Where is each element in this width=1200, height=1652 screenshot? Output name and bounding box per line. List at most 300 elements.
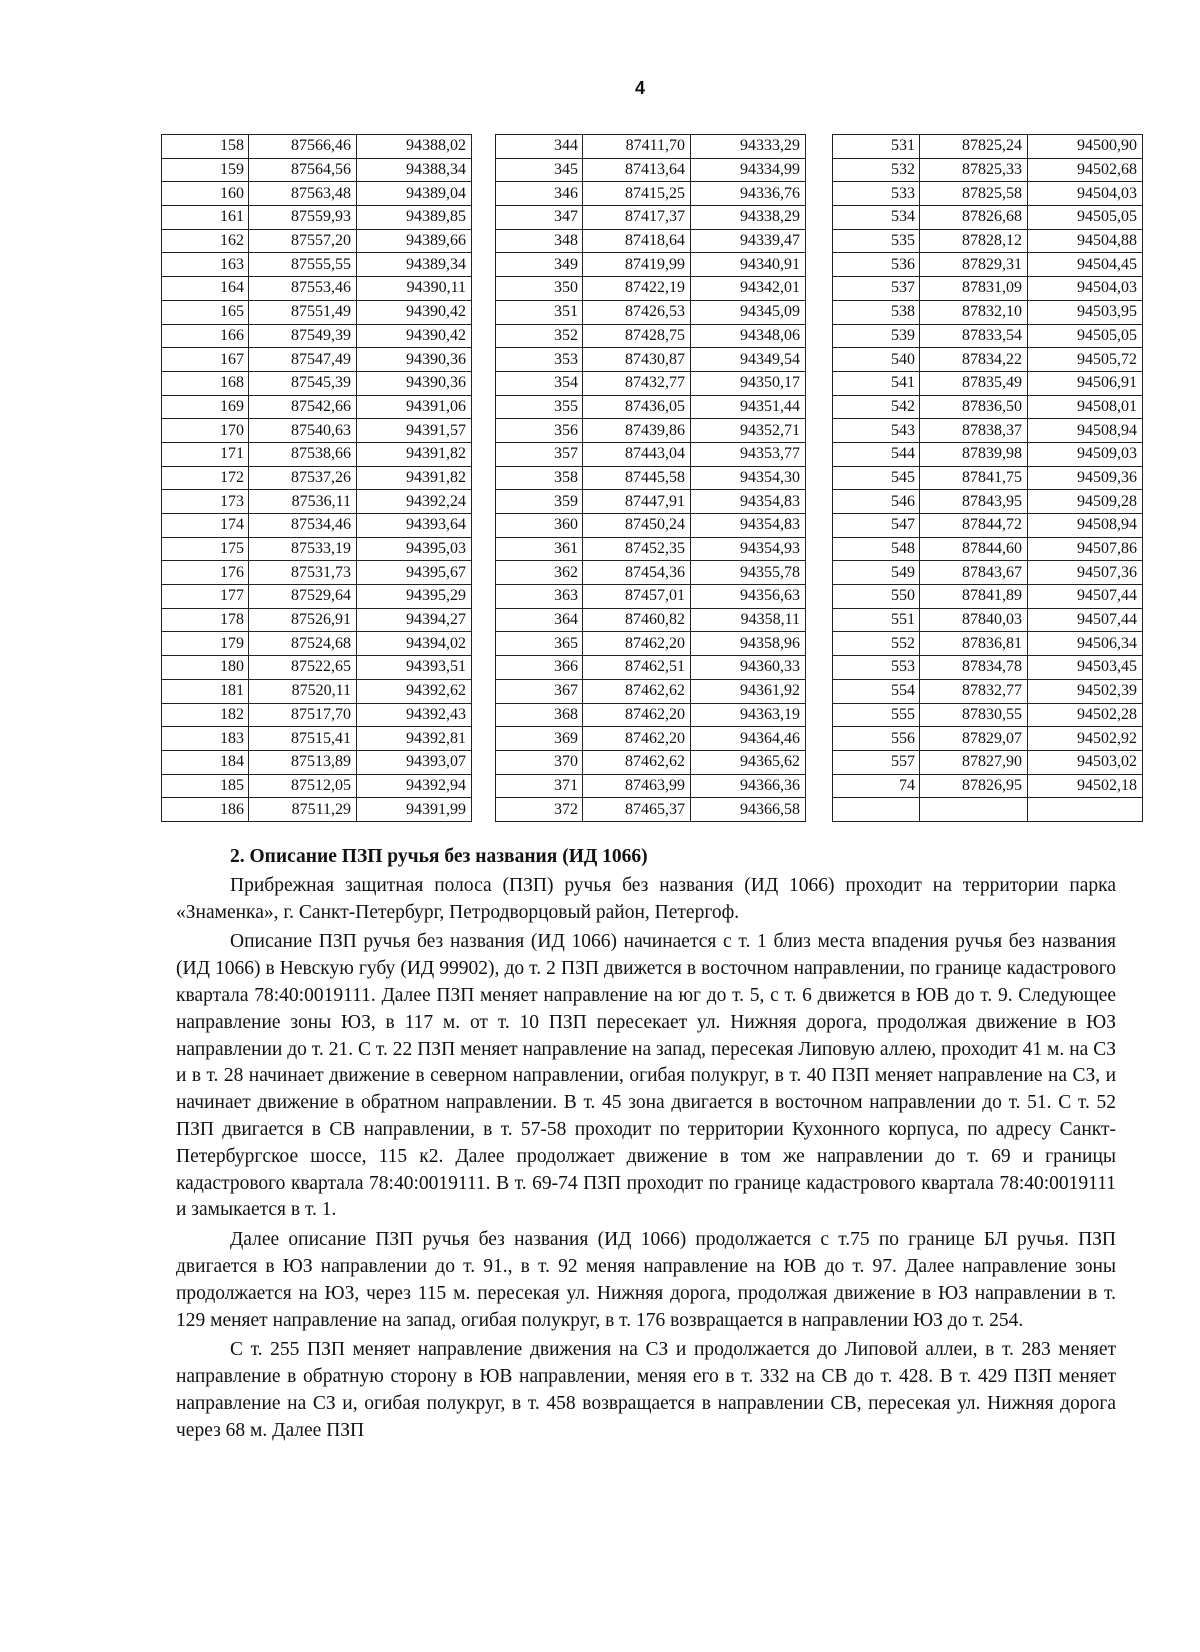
point-number-cell: 159 bbox=[162, 158, 249, 182]
table-row bbox=[162, 727, 472, 751]
x-coordinate-cell: 87825,24 bbox=[920, 135, 1028, 159]
y-coordinate-cell: 94338,29 bbox=[691, 206, 806, 230]
point-number-cell: 547 bbox=[833, 514, 920, 538]
y-coordinate-cell: 94363,19 bbox=[691, 703, 806, 727]
point-number-cell: 347 bbox=[496, 206, 583, 230]
point-number-cell: 186 bbox=[162, 798, 249, 822]
x-coordinate-cell: 87559,93 bbox=[249, 206, 357, 230]
point-number-cell: 535 bbox=[833, 229, 920, 253]
point-number-cell: 355 bbox=[496, 395, 583, 419]
point-number-cell: 351 bbox=[496, 300, 583, 324]
y-coordinate-cell: 94342,01 bbox=[691, 277, 806, 301]
y-coordinate-cell: 94508,01 bbox=[1028, 395, 1143, 419]
table-row bbox=[496, 798, 806, 822]
table-row bbox=[162, 442, 472, 466]
point-number-cell: 160 bbox=[162, 182, 249, 206]
y-coordinate-cell: 94505,72 bbox=[1028, 348, 1143, 372]
point-number-cell: 178 bbox=[162, 608, 249, 632]
x-coordinate-cell: 87840,03 bbox=[920, 608, 1028, 632]
y-coordinate-cell: 94508,94 bbox=[1028, 514, 1143, 538]
x-coordinate-cell: 87827,90 bbox=[920, 750, 1028, 774]
table-row bbox=[162, 395, 472, 419]
point-number-cell: 162 bbox=[162, 229, 249, 253]
x-coordinate-cell: 87555,55 bbox=[249, 253, 357, 277]
y-coordinate-cell: 94389,04 bbox=[357, 182, 472, 206]
x-coordinate-cell: 87432,77 bbox=[583, 371, 691, 395]
y-coordinate-cell: 94508,94 bbox=[1028, 419, 1143, 443]
table-row bbox=[833, 608, 1143, 632]
y-coordinate-cell: 94503,95 bbox=[1028, 300, 1143, 324]
x-coordinate-cell: 87430,87 bbox=[583, 348, 691, 372]
point-number-cell: 175 bbox=[162, 537, 249, 561]
y-coordinate-cell: 94358,96 bbox=[691, 632, 806, 656]
y-coordinate-cell: 94506,91 bbox=[1028, 371, 1143, 395]
x-coordinate-cell: 87831,09 bbox=[920, 277, 1028, 301]
table-row bbox=[496, 466, 806, 490]
point-number-cell: 352 bbox=[496, 324, 583, 348]
x-coordinate-cell: 87536,11 bbox=[249, 490, 357, 514]
point-number-cell: 552 bbox=[833, 632, 920, 656]
x-coordinate-cell: 87447,91 bbox=[583, 490, 691, 514]
table-row bbox=[496, 348, 806, 372]
table-row bbox=[496, 158, 806, 182]
point-number-cell: 345 bbox=[496, 158, 583, 182]
table-row bbox=[833, 750, 1143, 774]
point-number-cell: 354 bbox=[496, 371, 583, 395]
x-coordinate-cell: 87834,78 bbox=[920, 656, 1028, 680]
table-row bbox=[162, 514, 472, 538]
x-coordinate-cell: 87465,37 bbox=[583, 798, 691, 822]
x-coordinate-cell: 87829,31 bbox=[920, 253, 1028, 277]
point-number-cell: 365 bbox=[496, 632, 583, 656]
table-row bbox=[833, 277, 1143, 301]
y-coordinate-cell: 94356,63 bbox=[691, 585, 806, 609]
y-coordinate-cell bbox=[1028, 798, 1143, 822]
y-coordinate-cell: 94390,42 bbox=[357, 300, 472, 324]
table-row bbox=[833, 300, 1143, 324]
point-number-cell: 170 bbox=[162, 419, 249, 443]
table-row bbox=[162, 229, 472, 253]
y-coordinate-cell: 94390,11 bbox=[357, 277, 472, 301]
x-coordinate-cell: 87522,65 bbox=[249, 656, 357, 680]
point-number-cell: 551 bbox=[833, 608, 920, 632]
x-coordinate-cell: 87462,20 bbox=[583, 632, 691, 656]
point-number-cell: 176 bbox=[162, 561, 249, 585]
x-coordinate-cell: 87547,49 bbox=[249, 348, 357, 372]
point-number-cell: 368 bbox=[496, 703, 583, 727]
y-coordinate-cell: 94507,86 bbox=[1028, 537, 1143, 561]
table-row bbox=[833, 561, 1143, 585]
y-coordinate-cell: 94354,30 bbox=[691, 466, 806, 490]
x-coordinate-cell: 87836,50 bbox=[920, 395, 1028, 419]
y-coordinate-cell: 94366,58 bbox=[691, 798, 806, 822]
point-number-cell: 553 bbox=[833, 656, 920, 680]
y-coordinate-cell: 94393,51 bbox=[357, 656, 472, 680]
table-row bbox=[496, 324, 806, 348]
point-number-cell: 539 bbox=[833, 324, 920, 348]
x-coordinate-cell: 87537,26 bbox=[249, 466, 357, 490]
y-coordinate-cell: 94393,07 bbox=[357, 750, 472, 774]
point-number-cell: 350 bbox=[496, 277, 583, 301]
table-row bbox=[496, 561, 806, 585]
point-number-cell: 548 bbox=[833, 537, 920, 561]
point-number-cell: 362 bbox=[496, 561, 583, 585]
point-number-cell: 372 bbox=[496, 798, 583, 822]
point-number-cell: 540 bbox=[833, 348, 920, 372]
x-coordinate-cell: 87844,72 bbox=[920, 514, 1028, 538]
table-row bbox=[833, 348, 1143, 372]
point-number-cell: 348 bbox=[496, 229, 583, 253]
y-coordinate-cell: 94351,44 bbox=[691, 395, 806, 419]
table-row bbox=[833, 466, 1143, 490]
x-coordinate-cell: 87462,62 bbox=[583, 750, 691, 774]
x-coordinate-cell: 87839,98 bbox=[920, 442, 1028, 466]
y-coordinate-cell: 94504,88 bbox=[1028, 229, 1143, 253]
point-number-cell: 177 bbox=[162, 585, 249, 609]
table-row bbox=[496, 229, 806, 253]
table-row bbox=[162, 135, 472, 159]
x-coordinate-cell: 87457,01 bbox=[583, 585, 691, 609]
table-row bbox=[162, 703, 472, 727]
x-coordinate-cell bbox=[920, 798, 1028, 822]
y-coordinate-cell: 94394,27 bbox=[357, 608, 472, 632]
point-number-cell: 554 bbox=[833, 679, 920, 703]
y-coordinate-cell: 94336,76 bbox=[691, 182, 806, 206]
x-coordinate-cell: 87553,46 bbox=[249, 277, 357, 301]
point-number-cell: 353 bbox=[496, 348, 583, 372]
page-number: 4 bbox=[634, 78, 645, 98]
x-coordinate-cell: 87524,68 bbox=[249, 632, 357, 656]
table-row bbox=[496, 490, 806, 514]
point-number-cell: 363 bbox=[496, 585, 583, 609]
table-row bbox=[162, 561, 472, 585]
table-row bbox=[833, 229, 1143, 253]
y-coordinate-cell: 94507,36 bbox=[1028, 561, 1143, 585]
x-coordinate-cell: 87841,89 bbox=[920, 585, 1028, 609]
x-coordinate-cell: 87829,07 bbox=[920, 727, 1028, 751]
x-coordinate-cell: 87450,24 bbox=[583, 514, 691, 538]
table-row bbox=[496, 632, 806, 656]
table-row bbox=[833, 727, 1143, 751]
table-row bbox=[496, 442, 806, 466]
paragraph: Прибрежная защитная полоса (ПЗП) ручья без названия (ИД 1066) проходит на территории парка «Знаменка», г. Санкт-Петербург, Петродворцовый район, Петергоф. bbox=[176, 874, 1116, 923]
y-coordinate-cell: 94345,09 bbox=[691, 300, 806, 324]
coordinates-table-2 bbox=[495, 134, 806, 822]
table-row bbox=[833, 774, 1143, 798]
table-row bbox=[833, 585, 1143, 609]
point-number-cell: 544 bbox=[833, 442, 920, 466]
table-row bbox=[833, 158, 1143, 182]
table-row bbox=[496, 206, 806, 230]
table-row bbox=[496, 277, 806, 301]
table-row bbox=[833, 679, 1143, 703]
y-coordinate-cell: 94354,83 bbox=[691, 490, 806, 514]
y-coordinate-cell: 94389,66 bbox=[357, 229, 472, 253]
x-coordinate-cell: 87551,49 bbox=[249, 300, 357, 324]
table-row bbox=[833, 656, 1143, 680]
point-number-cell: 171 bbox=[162, 442, 249, 466]
x-coordinate-cell: 87462,51 bbox=[583, 656, 691, 680]
point-number-cell: 169 bbox=[162, 395, 249, 419]
point-number-cell: 356 bbox=[496, 419, 583, 443]
x-coordinate-cell: 87428,75 bbox=[583, 324, 691, 348]
x-coordinate-cell: 87454,36 bbox=[583, 561, 691, 585]
table-row bbox=[162, 253, 472, 277]
point-number-cell: 164 bbox=[162, 277, 249, 301]
y-coordinate-cell: 94365,62 bbox=[691, 750, 806, 774]
x-coordinate-cell: 87825,33 bbox=[920, 158, 1028, 182]
point-number-cell: 172 bbox=[162, 466, 249, 490]
coordinates-table-3 bbox=[832, 134, 1143, 822]
table-row bbox=[162, 750, 472, 774]
table-row bbox=[162, 348, 472, 372]
table-row bbox=[496, 253, 806, 277]
table-row bbox=[496, 585, 806, 609]
x-coordinate-cell: 87411,70 bbox=[583, 135, 691, 159]
y-coordinate-cell: 94502,92 bbox=[1028, 727, 1143, 751]
y-coordinate-cell: 94360,33 bbox=[691, 656, 806, 680]
x-coordinate-cell: 87512,05 bbox=[249, 774, 357, 798]
coordinates-table-1 bbox=[161, 134, 472, 822]
y-coordinate-cell: 94390,42 bbox=[357, 324, 472, 348]
table-row bbox=[833, 371, 1143, 395]
table-row bbox=[833, 419, 1143, 443]
y-coordinate-cell: 94504,03 bbox=[1028, 182, 1143, 206]
point-number-cell: 536 bbox=[833, 253, 920, 277]
point-number-cell: 183 bbox=[162, 727, 249, 751]
point-number-cell: 549 bbox=[833, 561, 920, 585]
y-coordinate-cell: 94334,99 bbox=[691, 158, 806, 182]
x-coordinate-cell: 87825,58 bbox=[920, 182, 1028, 206]
table-row bbox=[496, 774, 806, 798]
point-number-cell: 166 bbox=[162, 324, 249, 348]
x-coordinate-cell: 87460,82 bbox=[583, 608, 691, 632]
x-coordinate-cell: 87452,35 bbox=[583, 537, 691, 561]
y-coordinate-cell: 94391,57 bbox=[357, 419, 472, 443]
x-coordinate-cell: 87445,58 bbox=[583, 466, 691, 490]
x-coordinate-cell: 87515,41 bbox=[249, 727, 357, 751]
y-coordinate-cell: 94353,77 bbox=[691, 442, 806, 466]
point-number-cell: 359 bbox=[496, 490, 583, 514]
table-row bbox=[496, 300, 806, 324]
point-number-cell: 181 bbox=[162, 679, 249, 703]
point-number-cell: 179 bbox=[162, 632, 249, 656]
point-number-cell: 357 bbox=[496, 442, 583, 466]
table-row bbox=[162, 632, 472, 656]
point-number-cell: 370 bbox=[496, 750, 583, 774]
y-coordinate-cell: 94502,18 bbox=[1028, 774, 1143, 798]
x-coordinate-cell: 87418,64 bbox=[583, 229, 691, 253]
y-coordinate-cell: 94502,39 bbox=[1028, 679, 1143, 703]
x-coordinate-cell: 87540,63 bbox=[249, 419, 357, 443]
y-coordinate-cell: 94389,34 bbox=[357, 253, 472, 277]
section-description bbox=[176, 844, 1116, 1448]
x-coordinate-cell: 87563,48 bbox=[249, 182, 357, 206]
x-coordinate-cell: 87538,66 bbox=[249, 442, 357, 466]
x-coordinate-cell: 87511,29 bbox=[249, 798, 357, 822]
table-row bbox=[833, 442, 1143, 466]
x-coordinate-cell: 87415,25 bbox=[583, 182, 691, 206]
table-row bbox=[162, 466, 472, 490]
x-coordinate-cell: 87513,89 bbox=[249, 750, 357, 774]
x-coordinate-cell: 87526,91 bbox=[249, 608, 357, 632]
x-coordinate-cell: 87834,22 bbox=[920, 348, 1028, 372]
table-row bbox=[833, 798, 1143, 822]
point-number-cell: 366 bbox=[496, 656, 583, 680]
x-coordinate-cell: 87533,19 bbox=[249, 537, 357, 561]
x-coordinate-cell: 87463,99 bbox=[583, 774, 691, 798]
y-coordinate-cell: 94509,28 bbox=[1028, 490, 1143, 514]
y-coordinate-cell: 94395,03 bbox=[357, 537, 472, 561]
table-row bbox=[162, 419, 472, 443]
point-number-cell: 182 bbox=[162, 703, 249, 727]
point-number-cell: 543 bbox=[833, 419, 920, 443]
y-coordinate-cell: 94391,82 bbox=[357, 466, 472, 490]
point-number-cell: 533 bbox=[833, 182, 920, 206]
x-coordinate-cell: 87426,53 bbox=[583, 300, 691, 324]
point-number-cell: 364 bbox=[496, 608, 583, 632]
table-row bbox=[496, 371, 806, 395]
y-coordinate-cell: 94350,17 bbox=[691, 371, 806, 395]
x-coordinate-cell: 87832,10 bbox=[920, 300, 1028, 324]
table-row bbox=[162, 490, 472, 514]
table-row bbox=[833, 632, 1143, 656]
table-row bbox=[162, 537, 472, 561]
y-coordinate-cell: 94505,05 bbox=[1028, 324, 1143, 348]
table-row bbox=[496, 395, 806, 419]
point-number-cell: 168 bbox=[162, 371, 249, 395]
x-coordinate-cell: 87549,39 bbox=[249, 324, 357, 348]
x-coordinate-cell: 87832,77 bbox=[920, 679, 1028, 703]
y-coordinate-cell: 94390,36 bbox=[357, 371, 472, 395]
point-number-cell: 545 bbox=[833, 466, 920, 490]
table-row bbox=[162, 798, 472, 822]
y-coordinate-cell: 94504,03 bbox=[1028, 277, 1143, 301]
table-row bbox=[833, 253, 1143, 277]
table-row bbox=[162, 371, 472, 395]
point-number-cell: 74 bbox=[833, 774, 920, 798]
y-coordinate-cell: 94355,78 bbox=[691, 561, 806, 585]
table-row bbox=[833, 324, 1143, 348]
point-number-cell: 161 bbox=[162, 206, 249, 230]
y-coordinate-cell: 94391,82 bbox=[357, 442, 472, 466]
x-coordinate-cell: 87542,66 bbox=[249, 395, 357, 419]
point-number-cell: 369 bbox=[496, 727, 583, 751]
table-row bbox=[496, 703, 806, 727]
table-row bbox=[162, 277, 472, 301]
point-number-cell: 546 bbox=[833, 490, 920, 514]
y-coordinate-cell: 94391,99 bbox=[357, 798, 472, 822]
y-coordinate-cell: 94361,92 bbox=[691, 679, 806, 703]
table-row bbox=[496, 514, 806, 538]
y-coordinate-cell: 94349,54 bbox=[691, 348, 806, 372]
point-number-cell: 185 bbox=[162, 774, 249, 798]
table-row bbox=[162, 608, 472, 632]
table-row bbox=[496, 182, 806, 206]
point-number-cell bbox=[833, 798, 920, 822]
x-coordinate-cell: 87462,20 bbox=[583, 727, 691, 751]
table-row bbox=[833, 182, 1143, 206]
y-coordinate-cell: 94354,83 bbox=[691, 514, 806, 538]
x-coordinate-cell: 87422,19 bbox=[583, 277, 691, 301]
y-coordinate-cell: 94392,81 bbox=[357, 727, 472, 751]
y-coordinate-cell: 94393,64 bbox=[357, 514, 472, 538]
x-coordinate-cell: 87826,95 bbox=[920, 774, 1028, 798]
table-row bbox=[496, 750, 806, 774]
y-coordinate-cell: 94507,44 bbox=[1028, 608, 1143, 632]
y-coordinate-cell: 94388,02 bbox=[357, 135, 472, 159]
y-coordinate-cell: 94500,90 bbox=[1028, 135, 1143, 159]
x-coordinate-cell: 87413,64 bbox=[583, 158, 691, 182]
y-coordinate-cell: 94502,68 bbox=[1028, 158, 1143, 182]
point-number-cell: 555 bbox=[833, 703, 920, 727]
point-number-cell: 349 bbox=[496, 253, 583, 277]
x-coordinate-cell: 87462,62 bbox=[583, 679, 691, 703]
y-coordinate-cell: 94389,85 bbox=[357, 206, 472, 230]
point-number-cell: 532 bbox=[833, 158, 920, 182]
y-coordinate-cell: 94392,43 bbox=[357, 703, 472, 727]
y-coordinate-cell: 94364,46 bbox=[691, 727, 806, 751]
table-row bbox=[496, 656, 806, 680]
table-row bbox=[162, 182, 472, 206]
y-coordinate-cell: 94503,02 bbox=[1028, 750, 1143, 774]
y-coordinate-cell: 94391,06 bbox=[357, 395, 472, 419]
paragraph: С т. 255 ПЗП меняет направление движения на СЗ и продолжается до Липовой аллеи, в т. 283 меняет направление в обратную сторону в ЮВ направлении, меняя его в т. 332 на СВ до т. 428. В т. 429 ПЗП меняет направление на СЗ и, огибая полукруг, в т. 458 возвращается в направлении СВ, пересекая ул. Нижняя дорога через 68 м. Далее ПЗП bbox=[176, 1339, 1116, 1441]
y-coordinate-cell: 94348,06 bbox=[691, 324, 806, 348]
y-coordinate-cell: 94366,36 bbox=[691, 774, 806, 798]
point-number-cell: 537 bbox=[833, 277, 920, 301]
x-coordinate-cell: 87828,12 bbox=[920, 229, 1028, 253]
table-row bbox=[833, 703, 1143, 727]
x-coordinate-cell: 87419,99 bbox=[583, 253, 691, 277]
x-coordinate-cell: 87564,56 bbox=[249, 158, 357, 182]
point-number-cell: 180 bbox=[162, 656, 249, 680]
x-coordinate-cell: 87836,81 bbox=[920, 632, 1028, 656]
y-coordinate-cell: 94395,29 bbox=[357, 585, 472, 609]
x-coordinate-cell: 87566,46 bbox=[249, 135, 357, 159]
table-row bbox=[162, 774, 472, 798]
y-coordinate-cell: 94506,34 bbox=[1028, 632, 1143, 656]
y-coordinate-cell: 94352,71 bbox=[691, 419, 806, 443]
table-row bbox=[496, 135, 806, 159]
y-coordinate-cell: 94339,47 bbox=[691, 229, 806, 253]
y-coordinate-cell: 94333,29 bbox=[691, 135, 806, 159]
y-coordinate-cell: 94392,24 bbox=[357, 490, 472, 514]
y-coordinate-cell: 94505,05 bbox=[1028, 206, 1143, 230]
section-heading: 2. Описание ПЗП ручья без названия (ИД 1066) bbox=[230, 846, 648, 867]
x-coordinate-cell: 87517,70 bbox=[249, 703, 357, 727]
x-coordinate-cell: 87534,46 bbox=[249, 514, 357, 538]
point-number-cell: 167 bbox=[162, 348, 249, 372]
point-number-cell: 163 bbox=[162, 253, 249, 277]
point-number-cell: 534 bbox=[833, 206, 920, 230]
y-coordinate-cell: 94392,94 bbox=[357, 774, 472, 798]
table-row bbox=[496, 608, 806, 632]
point-number-cell: 158 bbox=[162, 135, 249, 159]
x-coordinate-cell: 87830,55 bbox=[920, 703, 1028, 727]
x-coordinate-cell: 87838,37 bbox=[920, 419, 1028, 443]
point-number-cell: 556 bbox=[833, 727, 920, 751]
paragraph: Описание ПЗП ручья без названия (ИД 1066) начинается с т. 1 близ места впадения ручья без названия (ИД 1066) в Невскую губу (ИД 99902), до т. 2 ПЗП движется в восточном направлении, по границе кадастрового квартала 78:40:0019111. Далее ПЗП меняет направление на юг до т. 5, с т. 6 движется в ЮВ до т. 9. Следующее направление зоны ЮЗ, в 117 м. от т. 10 ПЗП пересекает ул. Нижняя дорога, продолжая движение в ЮЗ направлении до т. 21. С т. 22 ПЗП меняет направление на запад, пересекая Липовую аллею, проходит 41 м. на СЗ и в т. 28 начинает движение в северном направлении, огибая полукруг, в т. 40 ПЗП меняет направление на СЗ, и начинает движение в обратном направлении. В т. 45 зона двигается в восточном направлении до т. 51. С т. 52 ПЗП двигается в СВ направлении, в т. 57-58 проходит по территории Кухонного корпуса, по адресу Санкт-Петербургское шоссе, 115 к2. Далее продолжает движение в том же направлении до т. 69 и границы кадастрового квартала 78:40:0019111. В т. 69-74 ПЗП проходит по границе кадастрового квартала 78:40:0019111 и замыкается в т. 1. bbox=[176, 931, 1116, 1221]
table-row bbox=[833, 395, 1143, 419]
y-coordinate-cell: 94503,45 bbox=[1028, 656, 1143, 680]
table-row bbox=[162, 300, 472, 324]
point-number-cell: 165 bbox=[162, 300, 249, 324]
x-coordinate-cell: 87520,11 bbox=[249, 679, 357, 703]
x-coordinate-cell: 87545,39 bbox=[249, 371, 357, 395]
y-coordinate-cell: 94340,91 bbox=[691, 253, 806, 277]
y-coordinate-cell: 94509,03 bbox=[1028, 442, 1143, 466]
